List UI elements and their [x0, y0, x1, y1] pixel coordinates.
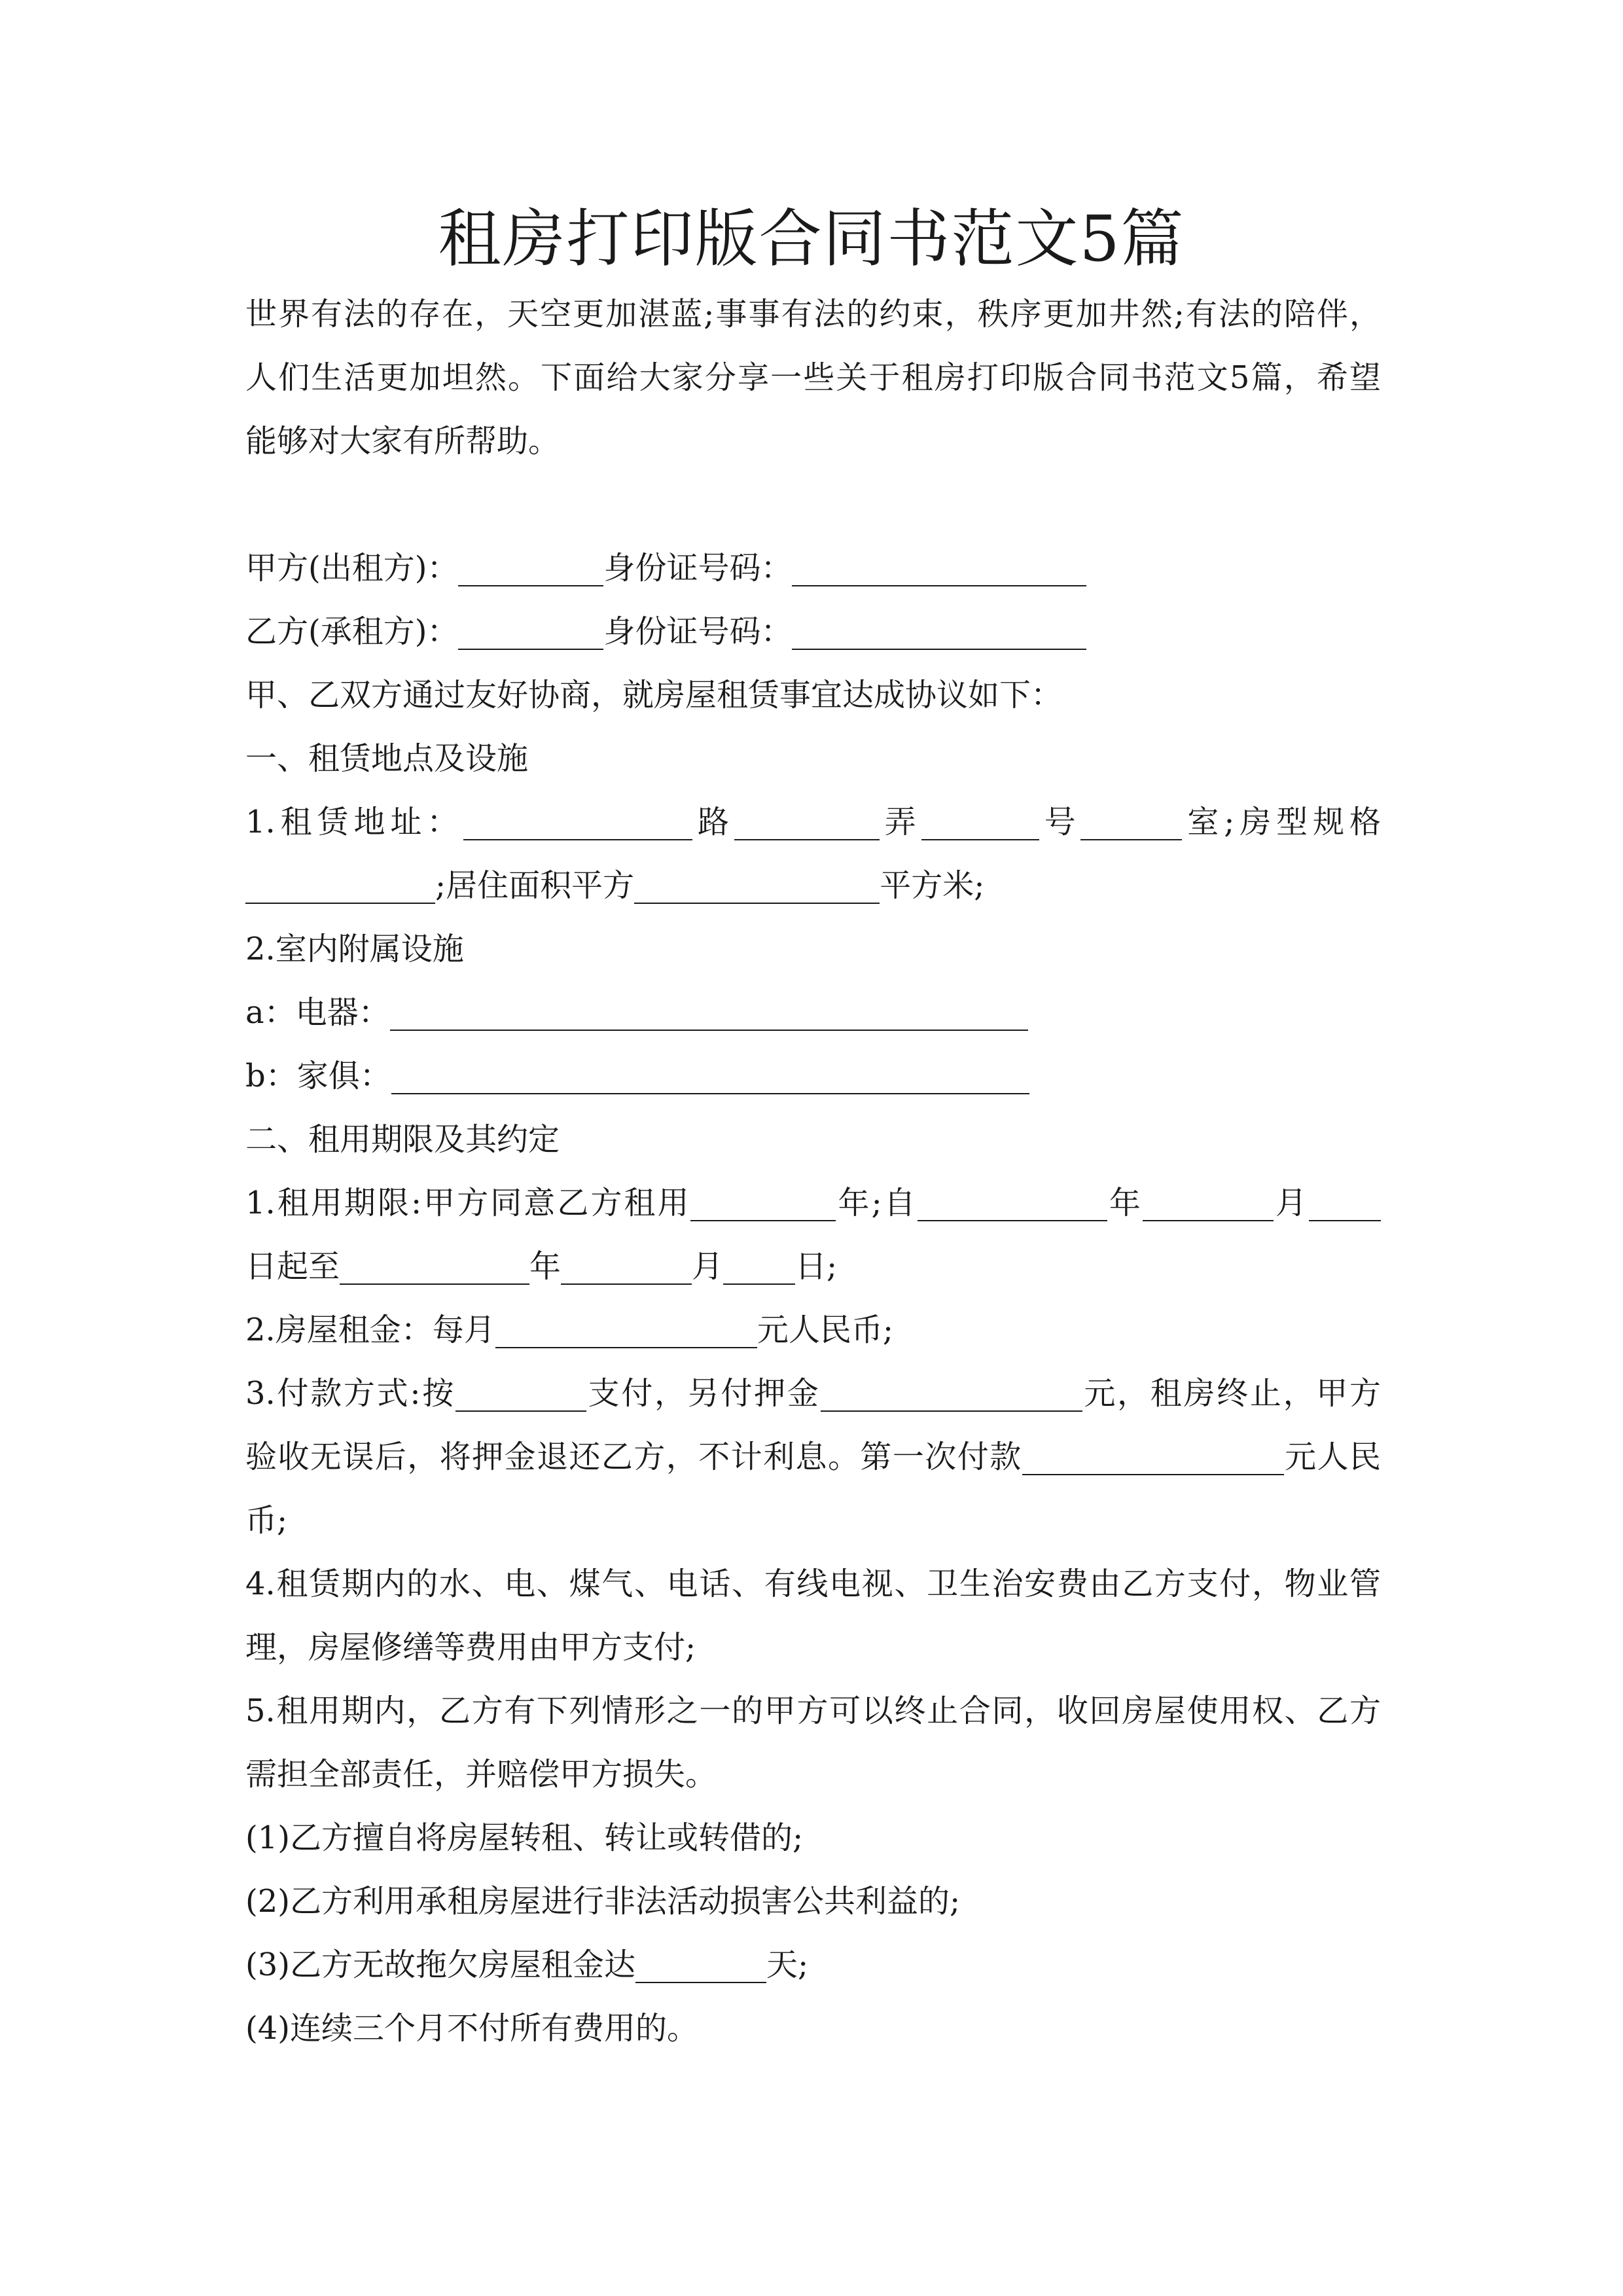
termination-line-1: 5.租用期内，乙方有下列情形之一的甲方可以终止合同，收回房屋使用权、乙方 — [245, 1693, 1381, 1729]
party-b-row — [245, 600, 1381, 664]
term-years-field[interactable] — [690, 1182, 836, 1221]
party-a-name-field[interactable] — [458, 547, 603, 586]
fees-line-2: 理，房屋修缮等费用由甲方支付; — [245, 1629, 696, 1666]
end-day-field[interactable] — [723, 1246, 795, 1285]
appliance-field[interactable] — [390, 992, 1028, 1031]
payment-end: 元，租房终止，甲方 — [1082, 1375, 1381, 1412]
intro-line-2: 人们生活更加坦然。下面给大家分享一些关于租房打印版合同书范文5篇，希望 — [245, 359, 1381, 396]
term-day-start-label: 日起至 — [245, 1248, 340, 1285]
party-b-id-label: 身份证号码： — [603, 613, 793, 650]
termination-line-2: 需担全部责任，并赔偿甲方损失。 — [245, 1756, 717, 1793]
term-row-1 — [245, 1172, 1381, 1235]
road-label: 路 — [692, 804, 734, 840]
term-row-2 — [245, 1235, 1381, 1299]
lane-label: 弄 — [879, 804, 921, 840]
end-year-label: 年 — [529, 1248, 562, 1285]
term-year-from-label: 年;自 — [836, 1185, 918, 1221]
appliance-label: a：电器： — [245, 994, 390, 1031]
party-a-id-field[interactable] — [792, 547, 1086, 586]
payment-deposit-label: 支付，另付押金 — [586, 1375, 821, 1412]
section-2-heading: 二、租用期限及其约定 — [245, 1121, 560, 1158]
room-label: 室;房型规格 — [1182, 804, 1381, 840]
rent-row — [245, 1299, 1381, 1362]
start-day-field[interactable] — [1309, 1182, 1381, 1221]
clause-item-2: (2)乙方利用承租房屋进行非法活动损害公共利益的; — [245, 1883, 961, 1920]
section-1-heading: 一、租赁地点及设施 — [245, 740, 529, 777]
payment-row-1 — [245, 1362, 1381, 1426]
document-body — [245, 283, 1381, 2060]
clause-item-1: (1)乙方擅自将房屋转租、转让或转借的; — [245, 1820, 804, 1856]
party-a-label: 甲方(出租方)： — [245, 550, 459, 586]
payment-row-3: 币; — [245, 1502, 288, 1539]
term-lead: 1.租用期限:甲方同意乙方租用 — [245, 1185, 691, 1221]
area-label: ;居住面积平方 — [435, 867, 635, 904]
end-month-label: 月 — [692, 1248, 724, 1285]
sqm-label: 平方米; — [880, 867, 985, 904]
party-b-label: 乙方(承租方)： — [245, 613, 459, 650]
start-year-field[interactable] — [918, 1182, 1107, 1221]
overdue-days-field[interactable] — [635, 1944, 766, 1983]
party-b-name-field[interactable] — [458, 611, 603, 650]
start-month-label: 月 — [1273, 1185, 1309, 1221]
agreement-line: 甲、乙双方通过友好协商，就房屋租赁事宜达成协议如下： — [245, 677, 1063, 713]
rent-tail: 元人民币; — [757, 1312, 893, 1348]
clause-item-3-lead: (3)乙方无故拖欠房屋租金达 — [245, 1946, 635, 1983]
area-field[interactable] — [634, 865, 880, 904]
party-b-id-field[interactable] — [792, 611, 1086, 650]
deposit-field[interactable] — [821, 1372, 1082, 1412]
facilities-heading: 2.室内附属设施 — [245, 931, 464, 967]
intro-line-3: 能够对大家有所帮助。 — [245, 423, 560, 459]
address-row-2 — [245, 854, 1381, 918]
address-field[interactable] — [463, 801, 692, 840]
appliance-row — [245, 981, 1381, 1045]
start-year-label: 年 — [1107, 1185, 1143, 1221]
clause-item-3 — [245, 1933, 1381, 1997]
rent-lead: 2.房屋租金：每月 — [245, 1312, 495, 1348]
clause-item-4: (4)连续三个月不付所有费用的。 — [245, 2010, 698, 2047]
road-field[interactable] — [734, 801, 880, 840]
end-month-field[interactable] — [561, 1246, 692, 1285]
end-year-field[interactable] — [340, 1246, 529, 1285]
furniture-label: b：家俱： — [245, 1058, 391, 1094]
address-lead: 1.租赁地址： — [245, 804, 464, 840]
clause-item-3-tail: 天; — [766, 1946, 809, 1983]
party-a-id-label: 身份证号码： — [603, 550, 793, 586]
document-title: 租房打印版合同书范文5篇 — [438, 202, 1185, 276]
room-type-field[interactable] — [245, 865, 435, 904]
first-payment-field[interactable] — [1022, 1436, 1284, 1475]
payment-line2-tail: 元人民 — [1283, 1439, 1381, 1475]
party-a-row — [245, 537, 1381, 600]
start-month-field[interactable] — [1143, 1182, 1274, 1221]
rent-amount-field[interactable] — [495, 1309, 757, 1348]
end-day-label: 日; — [795, 1248, 838, 1285]
address-row-1 — [245, 791, 1381, 854]
furniture-field[interactable] — [391, 1055, 1029, 1094]
lane-field[interactable] — [921, 801, 1039, 840]
fees-line-1: 4.租赁期内的水、电、煤气、电话、有线电视、卫生治安费由乙方支付，物业管 — [245, 1566, 1381, 1602]
payment-row-2 — [245, 1426, 1381, 1489]
furniture-row — [245, 1045, 1381, 1108]
payment-method-field[interactable] — [455, 1372, 586, 1412]
payment-lead: 3.付款方式:按 — [245, 1375, 455, 1412]
number-label: 号 — [1039, 804, 1081, 840]
payment-line2: 验收无误后，将押金退还乙方，不计利息。第一次付款 — [245, 1439, 1022, 1475]
spacer — [245, 473, 1381, 537]
number-field[interactable] — [1080, 801, 1182, 840]
intro-line-1: 世界有法的存在，天空更加湛蓝;事事有法的约束，秩序更加井然;有法的陪伴， — [245, 296, 1381, 332]
